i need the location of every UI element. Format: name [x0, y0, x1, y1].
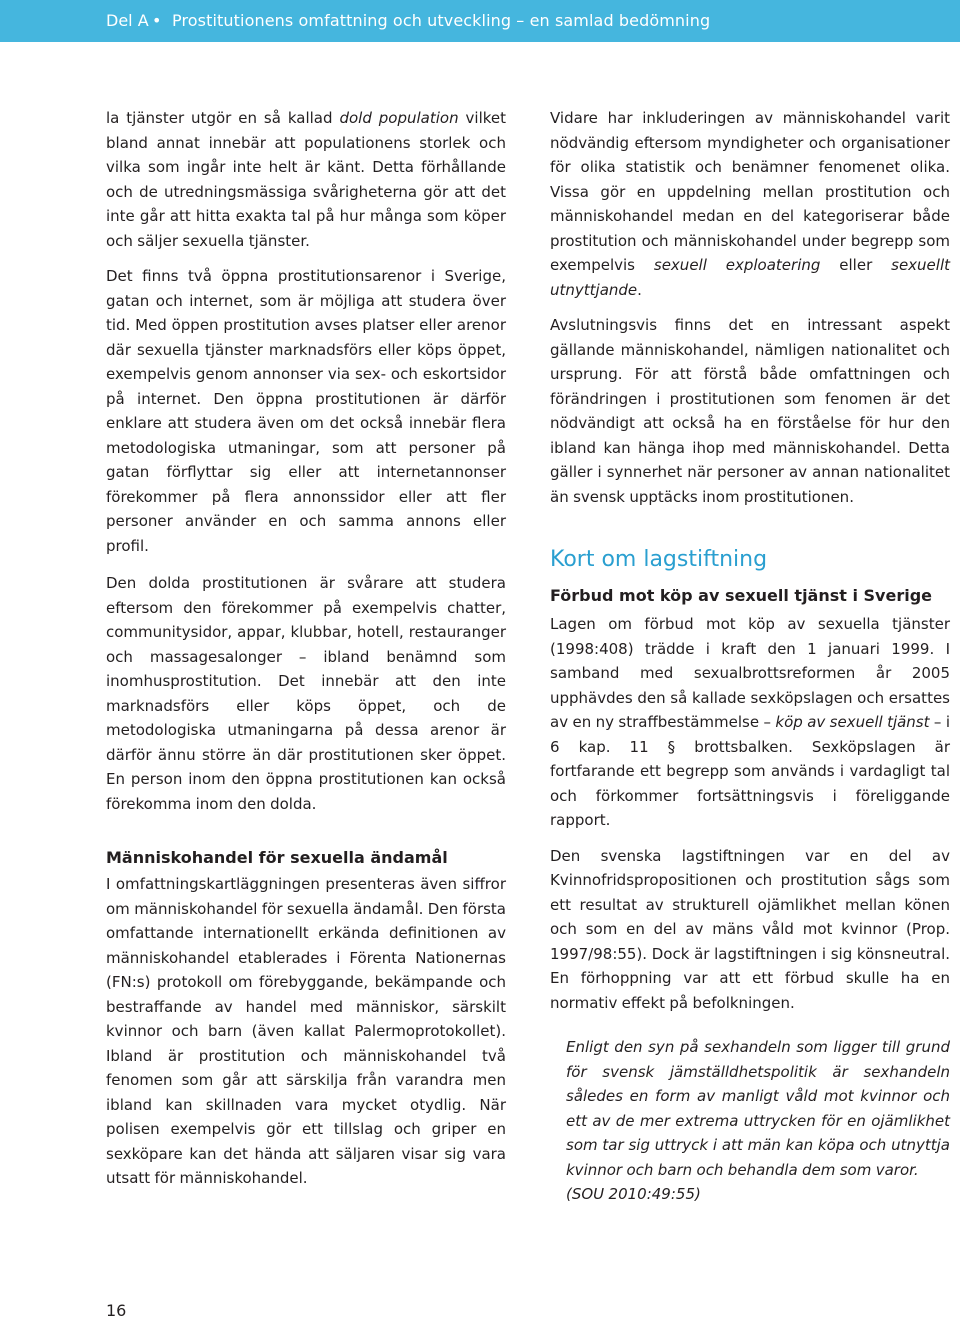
term-dold-population: dold population [339, 109, 459, 127]
left-column [106, 106, 506, 1191]
header-bullet: • [152, 11, 162, 30]
block-quote [566, 1035, 950, 1207]
right-paragraph-2: Avslutningsvis finns det en intressant aspekt gällande människohandel, nämligen nationalitet och ursprung. För att förstå både omfattningen och förändringen i prostitutionen som fenomen är det nödvändigt att också ha en förståelse för hur den ibland kan hänga ihop med människohandel. Detta gäller i synnerhet när personer av annan nationalitet än svensk upptäcks inom prostitutionen. [550, 316, 950, 506]
subheading-forbud: Förbud mot köp av sexuell tjänst i Sverige [550, 586, 933, 605]
left-paragraph-3: Den dolda prostitutionen är svårare att studera eftersom den förekommer på exempelvis chatter, communitysidor, appar, klubbar, hotell, restauranger och massagesalonger – ibland benämnd som inomhusprostitution. Det innebär att den inte marknadsförs eller köps öppet, och de metodologiska utmaningarna på dessa arenor är därför ännu större än där prostitutionen sker öppet. En person inom den öppna prostitutionen kan också förekomma inom den dolda. [106, 574, 506, 813]
left-paragraph-4: I omfattningskartläggningen presenteras även siffror om människohandel för sexuella ändamål. Den första omfattande internationellt erkända definitionen av människohandel etablerades i Förenta Nationernas (FN:s) protokoll om förebyggande, bekämpande och bestraffande av handel med människor, särskilt kvinnor och barn (även kallat Palermoprotokollet). Ibland är prostitution och människohandel två fenomen som går att särskilja från varandra men ibland kan skillnaden vara mycket otydlig. När polisen exempelvis gör ett tillslag och griper en sexköpare kan det hända att säljaren visar sig vara utsatt för människohandel. [106, 875, 506, 1187]
running-header [0, 0, 960, 42]
right-paragraph-4: Den svenska lagstiftningen var en del av Kvinnofridspropositionen och prostitution sågs som ett resultat av strukturell ojämlikhet mellan könen och som en del av mäns våld mot kvinnor (Prop. 1997/98:55). Dock är lagstiftningen i sig könsneutral. En förhoppning var att ett förbud skulle ha en normativ effekt på befolkningen. [550, 846, 950, 1012]
left-paragraph-1: la tjänster utgör en så kallad dold population vilket bland annat innebär att populationens storlek och vilka som ingår inte helt är känt. Detta förhållande och de utredningsmässiga svårigheterna gör att det inte går att hitta exakta tal på hur många som köper och säljer sexuella tjänster. [106, 109, 506, 250]
right-column [550, 106, 950, 1207]
quote-text: Enligt den syn på sexhandeln som ligger till grund för svensk jämställdhetspolitik är sexhandeln således en form av manligt våld mot kvinnor och ett av de mer extrema uttrycken för en ojämlikhet som tar sig uttryck i att män kan köpa och utnyttja kvinnor och barn och behandla dem som varor. [566, 1038, 950, 1179]
header-part: Del A [106, 11, 149, 30]
section-heading-lagstiftning: Kort om lagstiftning [550, 547, 768, 572]
page-number: 16 [106, 1301, 127, 1320]
section-heading-manniskohandel: Människohandel för sexuella ändamål [106, 848, 448, 867]
right-paragraph-3: Lagen om förbud mot köp av sexuella tjänster (1998:408) trädde i kraft den 1 januari 1999. I samband med sexualbrottsreformen år 2005 upphävdes den så kallade sexköpslagen och ersattes av en ny straffbestämmelse – köp av sexuell tjänst – i 6 kap. 11 § brottsbalken. Sexköpslagen är fortfarande ett begrepp som används i vardagligt tal och förkommer fortsättningsvis i föreliggande rapport. [550, 615, 950, 829]
right-paragraph-1: Vidare har inkluderingen av människohandel varit nödvändig eftersom myndigheter och organisationer för olika statistik och benämner fenomenet olika. Vissa gör en uppdelning mellan prostitution och människohandel medan en del kategoriserar både prostitution och människohandel under begrepp som exempelvis sexuell exploatering eller sexuellt utnyttjande. [550, 109, 950, 299]
header-chapter-title: Prostitutionens omfattning och utveckling – en samlad bedömning [172, 11, 711, 30]
left-paragraph-2: Det finns två öppna prostitutionsarenor i Sverige, gatan och internet, som är möjliga att studera över tid. Med öppen prostitution avses platser eller arenor där sexuella tjänster marknadsförs eller köps öppet, exempelvis genom annonser via sex- och eskortsidor på internet. Den öppna prostitutionen är därför enklare att studera även om det också innebär flera metodologiska utmaningar, som att personer på gatan förflyttar sig eller att internetannonser förekommer på flera annonssidor eller att fler personer använder en och samma annons eller profil. [106, 267, 506, 555]
quote-source: (SOU 2010:49:55) [566, 1185, 701, 1203]
